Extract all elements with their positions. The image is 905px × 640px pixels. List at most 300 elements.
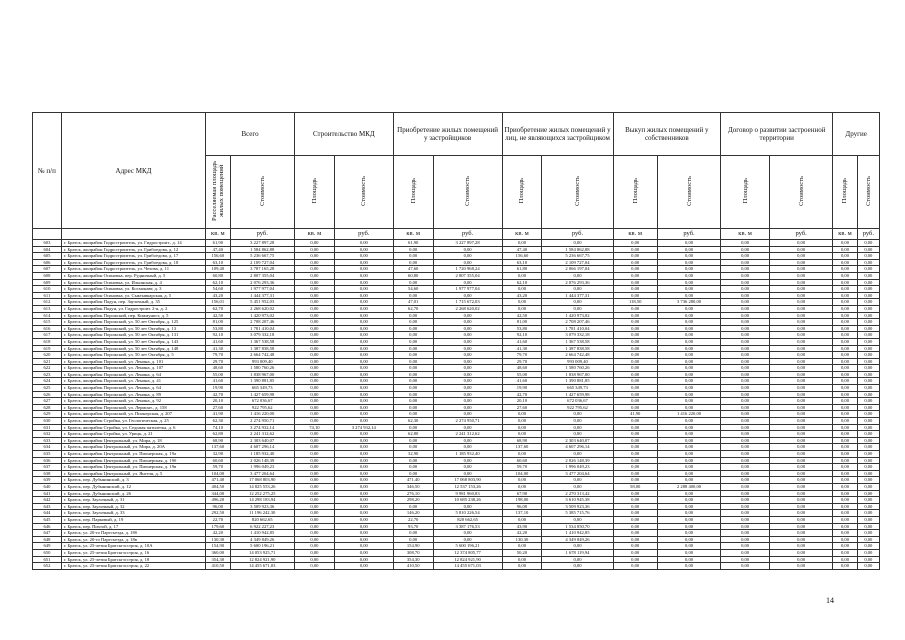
row-value: 0,00 — [857, 549, 879, 556]
row-value: 2 303 640,07 — [230, 437, 294, 444]
row-value: 20,10 — [206, 398, 230, 405]
table-row — [33, 358, 880, 365]
row-value: 0,00 — [294, 371, 334, 378]
row-value: 0,00 — [770, 259, 833, 266]
row-number: 633 — [33, 437, 62, 444]
row-value: 1 185 932,40 — [230, 451, 294, 458]
row-value: 0,00 — [657, 437, 720, 444]
row-value: 2 241 312,62 — [230, 431, 294, 438]
row-value: 0,00 — [721, 431, 770, 438]
row-value: 0,00 — [613, 253, 657, 260]
row-value: 0,00 — [721, 470, 770, 477]
table-row — [33, 497, 880, 504]
row-value: 292,50 — [206, 510, 230, 517]
table-row — [33, 470, 880, 477]
row-value: 0,00 — [613, 404, 657, 411]
unit-rub: руб. — [857, 229, 879, 240]
row-value: 0,00 — [393, 503, 433, 510]
table-row — [33, 378, 880, 385]
row-value: 62,10 — [502, 279, 542, 286]
row-value: 0,00 — [294, 253, 334, 260]
row-address: г. Братск, ул. 20-го Партсъезда, д. 18в — [61, 536, 205, 543]
row-value: 0,00 — [770, 266, 833, 273]
row-value: 0,00 — [502, 272, 542, 279]
row-value: 0,00 — [857, 332, 879, 339]
row-value: 2 664 742,48 — [230, 352, 294, 359]
row-value: 0,00 — [833, 543, 857, 550]
row-value: 0,00 — [334, 483, 393, 490]
row-value: 2 274 950,71 — [230, 418, 294, 425]
row-address: г. Братск, жилрайон Порожский, ул. 50 лет Октября, д. 5 — [61, 352, 205, 359]
table-row — [33, 549, 880, 556]
row-value: 0,00 — [334, 319, 393, 326]
row-value: 0,00 — [334, 398, 393, 405]
row-value: 0,00 — [857, 312, 879, 319]
row-value: 42,20 — [206, 530, 230, 537]
row-value: 0,00 — [833, 516, 857, 523]
row-number: 645 — [33, 516, 62, 523]
subheader-cost: Стоимость — [230, 156, 294, 229]
row-value: 0,00 — [334, 457, 393, 464]
row-address: г. Братск, жилрайон Порожский, ул. Ленина, д. 41 — [61, 378, 205, 385]
row-value: 0,00 — [857, 352, 879, 359]
row-value: 3 509 923,36 — [230, 503, 294, 510]
row-value: 130,30 — [502, 536, 542, 543]
row-value: 0,00 — [433, 259, 502, 266]
row-value: 1 715 672,03 — [433, 299, 502, 306]
row-number: 630 — [33, 418, 62, 425]
row-value: 0,00 — [542, 431, 613, 438]
row-number: 636 — [33, 457, 62, 464]
row-value: 2 708 207,46 — [230, 319, 294, 326]
row-value: 0,00 — [613, 272, 657, 279]
row-address: г. Братск, ул. 25-летия Братскгэсстроя, д. 16 — [61, 549, 205, 556]
row-value: 5 236 667,75 — [542, 253, 613, 260]
row-value: 0,00 — [770, 345, 833, 352]
row-value: 93,70 — [393, 523, 433, 530]
row-value: 1 444 377,31 — [230, 292, 294, 299]
row-value: 0,00 — [857, 365, 879, 372]
unit-area: кв. м — [613, 229, 657, 240]
row-value: 22,70 — [206, 516, 230, 523]
row-value: 0,00 — [613, 319, 657, 326]
subheader-cost: Стоимость — [542, 156, 613, 229]
header-group-development-contract: Договор о развитии застроенной территории — [721, 113, 833, 156]
row-value: 109,40 — [206, 266, 230, 273]
table-row — [33, 404, 880, 411]
row-value: 0,00 — [857, 411, 879, 418]
row-value: 0,00 — [334, 523, 393, 530]
row-value: 0,00 — [857, 477, 879, 484]
row-value: 67,90 — [502, 490, 542, 497]
row-value: 43,20 — [502, 292, 542, 299]
row-value: 130,30 — [206, 536, 230, 543]
subheader-area: Площадь — [393, 156, 433, 229]
row-value: 0,00 — [294, 292, 334, 299]
row-value: 0,00 — [833, 312, 857, 319]
row-number: 651 — [33, 556, 62, 563]
header-group-other: Другие — [833, 113, 880, 156]
row-value: 0,00 — [657, 543, 720, 550]
row-value: 0,00 — [294, 358, 334, 365]
row-value: 0,00 — [857, 536, 879, 543]
row-value: 0,00 — [721, 358, 770, 365]
row-value: 0,00 — [433, 437, 502, 444]
subheader-cost: Стоимость — [857, 156, 879, 229]
row-value: 0,00 — [294, 510, 334, 517]
row-value: 0,00 — [657, 464, 720, 471]
row-value: 0,00 — [770, 464, 833, 471]
row-value: 41,90 — [613, 411, 657, 418]
row-address: г. Братск, жилрайон Осиновка, ул. Ильинская, д. 4 — [61, 279, 205, 286]
row-value: 0,00 — [833, 503, 857, 510]
row-value: 92,10 — [502, 332, 542, 339]
row-value: 81,00 — [502, 319, 542, 326]
row-value: 0,00 — [657, 266, 720, 273]
row-value: 59,70 — [502, 464, 542, 471]
row-value: 0,00 — [613, 477, 657, 484]
table-row — [33, 543, 880, 550]
row-value: 0,00 — [334, 371, 393, 378]
row-value: 0,00 — [770, 319, 833, 326]
row-address: г. Братск, жилрайон Стройка, ул. Седьмая пятилетка, д. 6 — [61, 424, 205, 431]
row-value: 50,20 — [502, 549, 542, 556]
row-number: 635 — [33, 451, 62, 458]
row-value: 0,00 — [770, 398, 833, 405]
row-value: 0,00 — [833, 549, 857, 556]
table-row — [33, 299, 880, 306]
row-number: 648 — [33, 536, 62, 543]
row-value: 2 109 727,04 — [542, 259, 613, 266]
row-value: 0,00 — [857, 259, 879, 266]
row-value: 2 268 620,02 — [433, 305, 502, 312]
row-value: 0,00 — [857, 543, 879, 550]
row-value: 0,00 — [770, 358, 833, 365]
row-value: 0,00 — [721, 266, 770, 273]
row-value: 0,00 — [857, 516, 879, 523]
row-value: 0,00 — [833, 279, 857, 286]
row-value: 0,00 — [393, 444, 433, 451]
page-number: 14 — [826, 596, 834, 605]
table-row — [33, 292, 880, 299]
row-value: 5 600 196,21 — [433, 543, 502, 550]
row-value: 0,00 — [721, 312, 770, 319]
row-value: 96,00 — [206, 503, 230, 510]
row-value: 81,00 — [206, 319, 230, 326]
row-value: 0,00 — [294, 299, 334, 306]
row-value: 2 076 293,36 — [542, 279, 613, 286]
row-value: 0,00 — [334, 266, 393, 273]
table-row — [33, 431, 880, 438]
row-value: 0,00 — [857, 503, 879, 510]
row-value: 0,00 — [770, 470, 833, 477]
row-value: 0,00 — [657, 444, 720, 451]
row-address: г. Братск, жилрайон Стройка, ул. Геологическая, д. 25 — [61, 418, 205, 425]
row-value: 146,20 — [393, 510, 433, 517]
row-value: 0,00 — [721, 556, 770, 563]
row-value: 0,00 — [294, 325, 334, 332]
row-address: г. Братск, пер. Заулочный, д. 33 — [61, 510, 205, 517]
table-row — [33, 483, 880, 490]
row-value: 10 685 238,26 — [433, 497, 502, 504]
row-value: 298,20 — [393, 497, 433, 504]
row-value: 0,00 — [833, 563, 857, 570]
row-value: 0,00 — [721, 345, 770, 352]
row-value: 0,00 — [857, 371, 879, 378]
row-value: 96,00 — [502, 503, 542, 510]
row-value: 0,00 — [721, 272, 770, 279]
row-value: 0,00 — [334, 352, 393, 359]
row-value: 0,00 — [833, 464, 857, 471]
row-value: 0,00 — [542, 240, 613, 247]
row-value: 0,00 — [542, 418, 613, 425]
table-row — [33, 490, 880, 497]
row-number: 610 — [33, 286, 62, 293]
row-value: 63,10 — [206, 259, 230, 266]
row-value: 55,00 — [206, 371, 230, 378]
row-value: 0,00 — [657, 404, 720, 411]
row-value: 2 807 355,04 — [230, 272, 294, 279]
row-value: 0,00 — [294, 319, 334, 326]
row-number: 615 — [33, 319, 62, 326]
row-value: 42,70 — [502, 391, 542, 398]
table-row — [33, 259, 880, 266]
row-value: 0,00 — [294, 404, 334, 411]
row-value: 60,60 — [206, 457, 230, 464]
row-value: 62,70 — [206, 305, 230, 312]
row-value: 0,00 — [334, 497, 393, 504]
row-value: 0,00 — [721, 503, 770, 510]
row-value: 0,00 — [334, 272, 393, 279]
row-value: 154,90 — [206, 543, 230, 550]
table-row — [33, 385, 880, 392]
row-value: 0,00 — [833, 391, 857, 398]
row-value: 0,00 — [433, 332, 502, 339]
table-row — [33, 305, 880, 312]
row-value: 672 036,67 — [230, 398, 294, 405]
row-number: 634 — [33, 444, 62, 451]
row-value: 1 781 410,04 — [230, 325, 294, 332]
row-value: 0,00 — [721, 279, 770, 286]
row-value: 0,00 — [294, 352, 334, 359]
row-value: 47,60 — [393, 266, 433, 273]
row-value: 2 303 640,07 — [542, 437, 613, 444]
unit-rub: руб. — [770, 229, 833, 240]
row-value: 360,00 — [206, 549, 230, 556]
row-value: 0,00 — [433, 503, 502, 510]
row-value: 1 584 862,88 — [230, 246, 294, 253]
row-value: 0,00 — [657, 352, 720, 359]
row-number: 625 — [33, 385, 62, 392]
row-value: 0,00 — [542, 477, 613, 484]
row-value: 0,00 — [770, 457, 833, 464]
table-row — [33, 371, 880, 378]
row-value: 47,40 — [206, 246, 230, 253]
row-value: 0,00 — [721, 418, 770, 425]
row-value: 1 838 967,00 — [542, 371, 613, 378]
row-value: 53,80 — [206, 325, 230, 332]
row-value: 0,00 — [613, 325, 657, 332]
row-number: 605 — [33, 253, 62, 260]
row-value: 0,00 — [657, 457, 720, 464]
row-value: 0,00 — [433, 391, 502, 398]
row-value: 0,00 — [770, 365, 833, 372]
row-value: 0,00 — [334, 556, 393, 563]
row-value: 0,00 — [393, 246, 433, 253]
row-value: 0,00 — [657, 345, 720, 352]
row-value: 0,00 — [334, 391, 393, 398]
row-value: 0,00 — [857, 424, 879, 431]
row-value: 0,00 — [721, 497, 770, 504]
row-value: 2 270 313,42 — [542, 490, 613, 497]
row-value: 0,00 — [721, 385, 770, 392]
row-value: 0,00 — [334, 246, 393, 253]
row-value: 3 736 280,00 — [657, 299, 720, 306]
row-value: 104,00 — [502, 470, 542, 477]
row-value: 0,00 — [294, 398, 334, 405]
row-number: 642 — [33, 497, 62, 504]
row-value: 0,00 — [613, 563, 657, 570]
row-value: 0,00 — [613, 549, 657, 556]
row-value: 4 349 849,26 — [230, 536, 294, 543]
row-value: 0,00 — [833, 483, 857, 490]
row-value: 2 066 197,04 — [542, 266, 613, 273]
table-row — [33, 332, 880, 339]
table-row — [33, 272, 880, 279]
row-value: 0,00 — [721, 549, 770, 556]
row-value: 0,00 — [721, 523, 770, 530]
row-value: 0,00 — [770, 411, 833, 418]
row-value: 0,00 — [857, 398, 879, 405]
row-value: 14 455 671,03 — [433, 563, 502, 570]
row-value: 0,00 — [334, 286, 393, 293]
row-value: 0,00 — [393, 358, 433, 365]
row-value: 0,00 — [833, 431, 857, 438]
row-value: 68,90 — [502, 437, 542, 444]
row-value: 41,30 — [502, 345, 542, 352]
unit-rub: руб. — [657, 229, 720, 240]
row-value: 0,00 — [433, 464, 502, 471]
row-value: 0,00 — [613, 490, 657, 497]
row-value: 0,00 — [833, 404, 857, 411]
row-value: 0,00 — [334, 259, 393, 266]
row-address: г. Братск, жилрайон Порожский, ул. 50 лет Октября, д. 125 — [61, 319, 205, 326]
row-value: 0,00 — [721, 240, 770, 247]
row-value: 0,00 — [542, 543, 613, 550]
row-value: 0,00 — [857, 378, 879, 385]
row-value: 0,00 — [294, 549, 334, 556]
row-value: 0,00 — [721, 332, 770, 339]
row-number: 618 — [33, 338, 62, 345]
row-value: 354,30 — [206, 556, 230, 563]
row-value: 0,00 — [657, 365, 720, 372]
row-value: 410,50 — [206, 563, 230, 570]
row-value: 137,10 — [502, 510, 542, 517]
row-value: 820 662,65 — [433, 516, 502, 523]
row-value: 0,00 — [657, 510, 720, 517]
table-row — [33, 457, 880, 464]
row-value: 0,00 — [613, 391, 657, 398]
row-value: 0,00 — [657, 240, 720, 247]
row-value: 0,00 — [433, 312, 502, 319]
row-value: 61,80 — [502, 266, 542, 273]
row-value: 0,00 — [294, 457, 334, 464]
subheader-cost: Стоимость — [433, 156, 502, 229]
row-value: 0,00 — [833, 477, 857, 484]
row-value: 0,00 — [857, 490, 879, 497]
row-value: 0,00 — [770, 437, 833, 444]
row-value: 1 996 049,23 — [230, 464, 294, 471]
row-value: 0,00 — [393, 365, 433, 372]
row-value: 0,00 — [294, 444, 334, 451]
row-value: 2 274 950,71 — [433, 418, 502, 425]
row-value: 0,00 — [502, 516, 542, 523]
row-value: 0,00 — [334, 404, 393, 411]
row-value: 0,00 — [294, 266, 334, 273]
row-value: 0,00 — [833, 305, 857, 312]
table-row — [33, 352, 880, 359]
row-value: 156,60 — [206, 253, 230, 260]
row-value: 0,00 — [833, 246, 857, 253]
row-value: 0,00 — [613, 437, 657, 444]
row-value: 63,10 — [502, 259, 542, 266]
row-value: 0,00 — [833, 325, 857, 332]
row-value: 410,50 — [393, 563, 433, 570]
row-value: 3 477 204,64 — [542, 470, 613, 477]
row-value: 0,00 — [857, 286, 879, 293]
subheader-total-area: Расселяемая площадь жилых помещений — [206, 156, 230, 229]
row-value: 0,00 — [721, 378, 770, 385]
row-value: 0,00 — [393, 319, 433, 326]
row-number: 647 — [33, 530, 62, 537]
header-group-construction: Строительство МКД — [294, 113, 393, 156]
row-value: 0,00 — [334, 279, 393, 286]
row-value: 665 349,73 — [542, 385, 613, 392]
row-number: 650 — [33, 549, 62, 556]
row-value: 43,90 — [502, 523, 542, 530]
row-value: 0,00 — [833, 451, 857, 458]
row-value: 0,00 — [294, 431, 334, 438]
row-value: 0,00 — [657, 286, 720, 293]
table-row — [33, 345, 880, 352]
row-value: 0,00 — [334, 418, 393, 425]
row-value: 156,01 — [206, 299, 230, 306]
row-value: 1 838 967,00 — [230, 371, 294, 378]
row-value: 0,00 — [613, 246, 657, 253]
row-value: 0,00 — [613, 286, 657, 293]
row-value: 0,00 — [657, 279, 720, 286]
row-value: 0,00 — [613, 240, 657, 247]
row-value: 1 416 220,00 — [230, 411, 294, 418]
row-value: 0,00 — [393, 338, 433, 345]
row-value: 0,00 — [502, 451, 542, 458]
row-value: 0,00 — [857, 338, 879, 345]
table-row — [33, 503, 880, 510]
row-value: 0,00 — [334, 358, 393, 365]
row-value: 104,00 — [206, 470, 230, 477]
row-value: 2 268 620,02 — [230, 305, 294, 312]
row-value: 0,00 — [721, 398, 770, 405]
row-value: 29,70 — [502, 358, 542, 365]
row-address: г. Братск, жилрайон Гидростроитель, ул. Чехова, д. 11 — [61, 266, 205, 273]
row-value: 14 298 183,94 — [230, 497, 294, 504]
row-value: 41,60 — [502, 378, 542, 385]
row-address: г. Братск, пер. Дубынинский, д. 3 — [61, 477, 205, 484]
row-value: 0,00 — [770, 286, 833, 293]
row-value: 0,00 — [393, 253, 433, 260]
row-address: г. Братск, пер. Дубынинский, д. 26 — [61, 490, 205, 497]
row-value: 0,00 — [657, 332, 720, 339]
